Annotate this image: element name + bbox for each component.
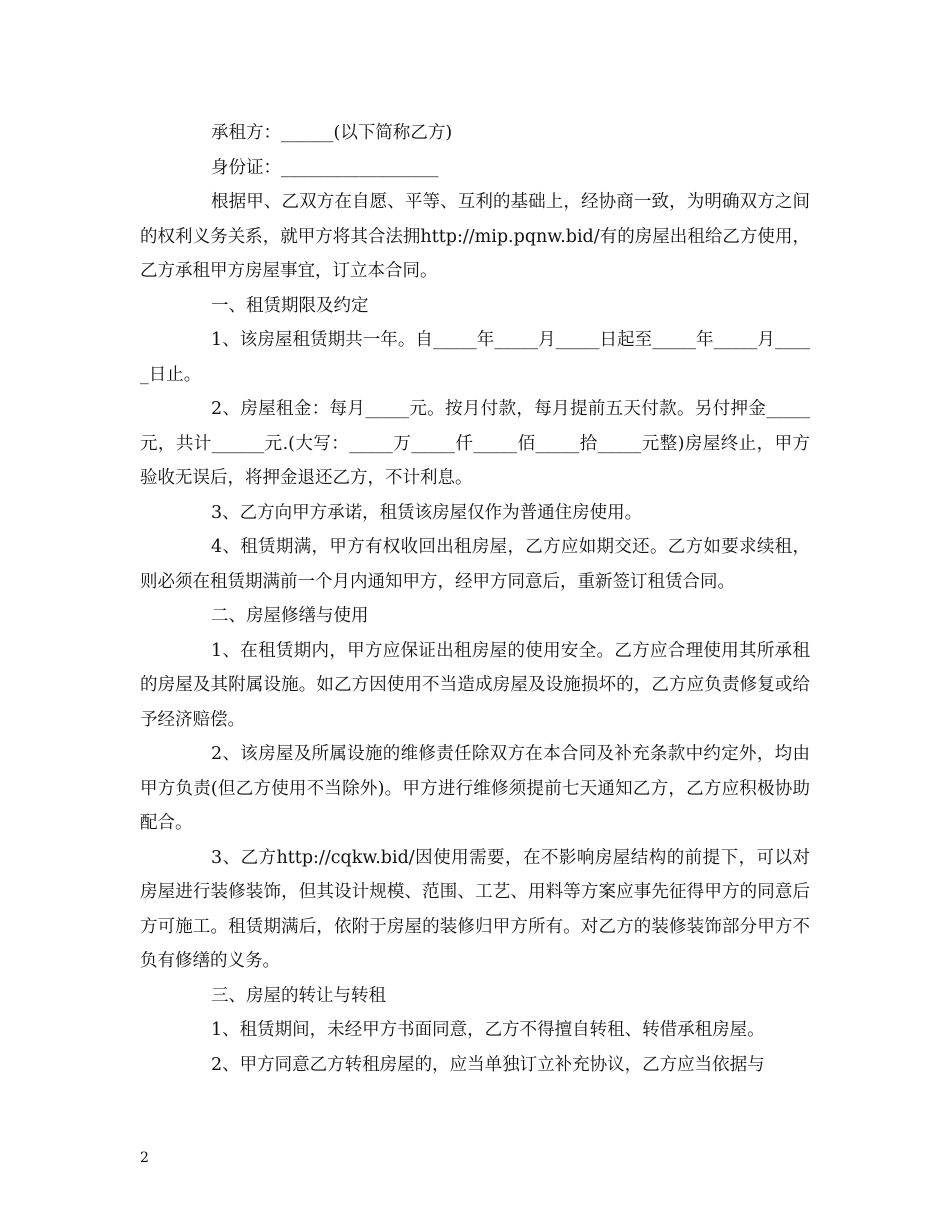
section-heading-lease-term: 一、租赁期限及约定 xyxy=(211,295,369,316)
contract-body xyxy=(140,116,810,1082)
clause-1-4: 4、租赁期满，甲方有权收回出租房屋，乙方应如期交还。乙方如要求续租，则必须在租赁期满前一个月内通知甲方，经甲方同意后，重新签订租赁合同。 xyxy=(140,537,810,592)
clause-2-3: 3、乙方http://cqkw.bid/因使用需要，在不影响房屋结构的前提下，可以对房屋进行装修装饰，但其设计规模、范围、工艺、用料等方案应事先征得甲方的同意后方可施工。租赁期满后，依附于房屋的装修归甲方所有。对乙方的装修装饰部分甲方不负有修缮的义务。 xyxy=(140,847,810,971)
clause-3-1: 1、租赁期间，未经甲方书面同意，乙方不得擅自转租、转借承租房屋。 xyxy=(211,1020,765,1040)
clause-2-2: 2、该房屋及所属设施的维修责任除双方在本合同及补充条款中约定外，均由甲方负责(但乙方使用不当除外)。甲方进行维修须提前七天通知乙方，乙方应积极协助配合。 xyxy=(140,744,810,833)
id-card-line: 身份证：__________________ xyxy=(211,157,439,178)
clause-1-2: 2、房屋租金：每月_____元。按月付款，每月提前五天付款。另付押金_____元，共计______元.(大写：_____万_____仟_____佰_____拾_____元整)房屋终止，甲方验收无误后，将押金退还乙方，不计利息。 xyxy=(140,399,810,488)
section-heading-repair-use: 二、房屋修缮与使用 xyxy=(211,606,369,626)
clause-1-3: 3、乙方向甲方承诺，租赁该房屋仅作为普通住房使用。 xyxy=(211,502,643,523)
clause-2-1: 1、在租赁期内，甲方应保证出租房屋的使用安全。乙方应合理使用其所承租的房屋及其附属设施。如乙方因使用不当造成房屋及设施损坏的，乙方应负责修复或给予经济赔偿。 xyxy=(140,640,810,730)
page-number: 2 xyxy=(140,1150,149,1166)
preamble-paragraph: 根据甲、乙双方在自愿、平等、互利的基础上，经协商一致，为明确双方之间的权利义务关系，就甲方将其合法拥http://mip.pqnw.bid/有的房屋出租给乙方使用，乙方承租甲方房屋事宜，订立本合同。 xyxy=(140,192,810,281)
clause-1-1: 1、该房屋租赁期共一年。自_____年_____月_____日起至_____年_____月_____日止。 xyxy=(140,330,810,385)
clause-3-2: 2、甲方同意乙方转租房屋的，应当单独订立补充协议，乙方应当依据与 xyxy=(211,1054,765,1075)
lessee-line: 承租方：______(以下简称乙方) xyxy=(211,123,453,143)
section-heading-transfer-sublet: 三、房屋的转让与转租 xyxy=(211,985,386,1006)
